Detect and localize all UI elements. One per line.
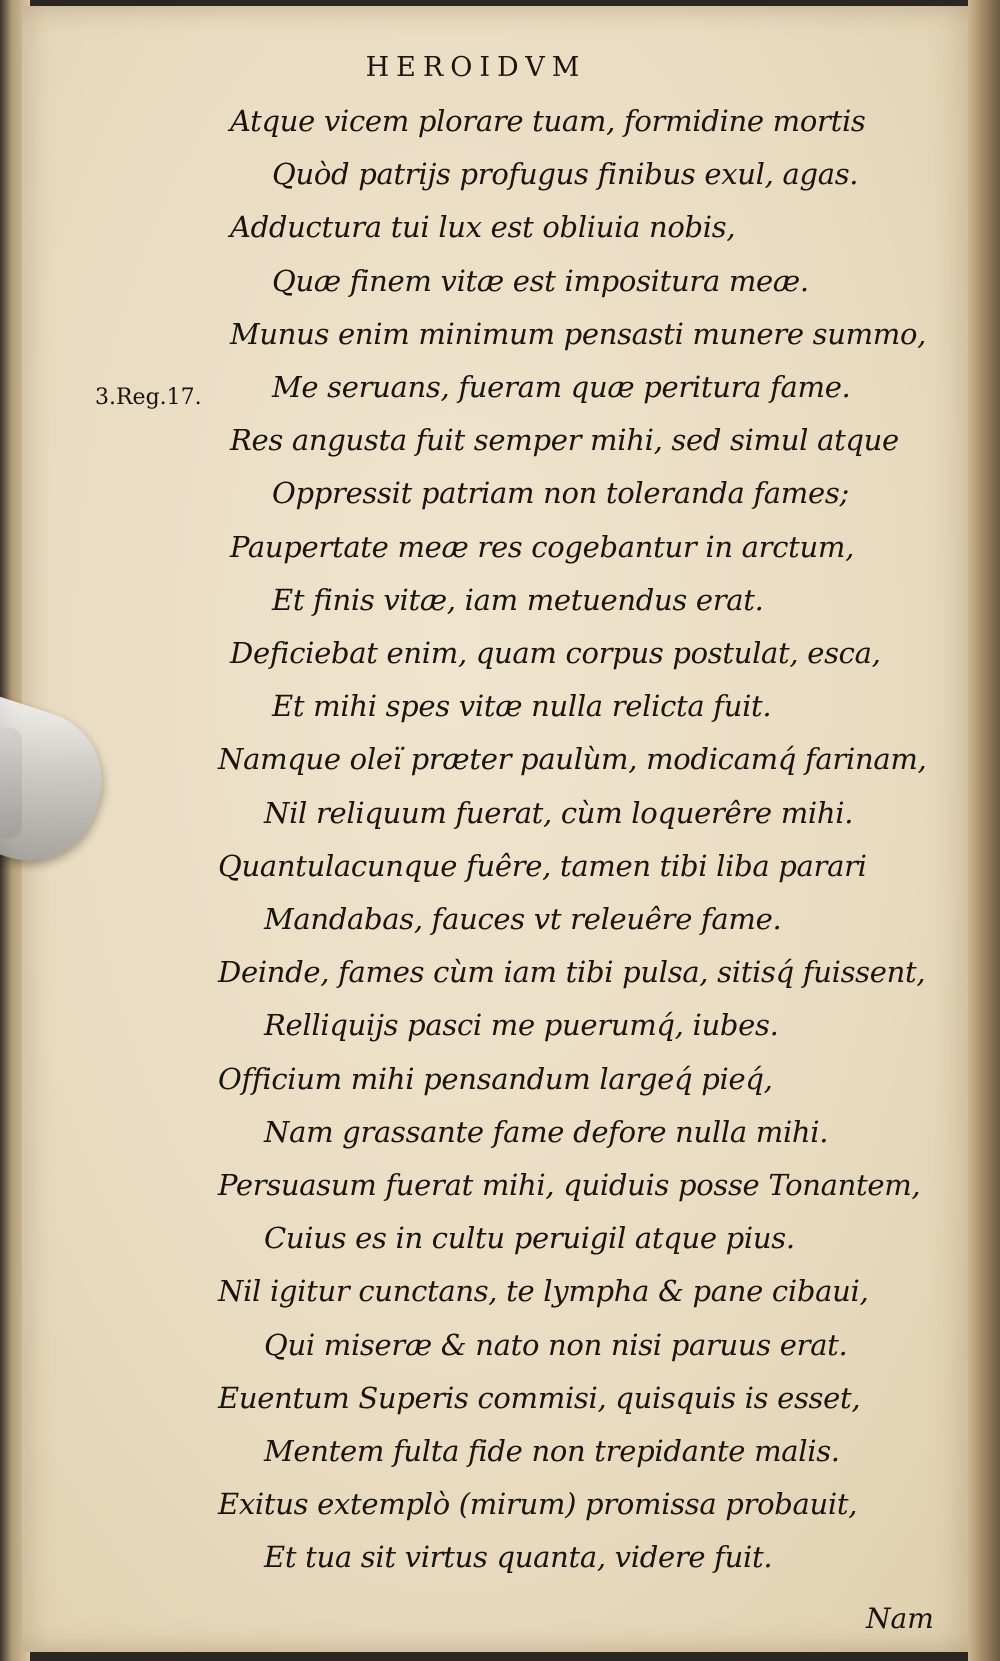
verse-line-pentameter: Nam grassante fame defore nulla mihi. (264, 1115, 829, 1149)
verse-line-pentameter: Quòd patrijs profugus finibus exul, agas. (272, 157, 859, 191)
margin-note: 3.Reg.17. (95, 385, 202, 410)
verse-line-pentameter: Nil reliquum fuerat, cùm loquerêre mihi. (264, 796, 854, 830)
verse-line-hexameter: Res angusta fuit semper mihi, sed simul atque (230, 423, 899, 457)
verse-line-pentameter: Et finis vitæ, iam metuendus erat. (272, 583, 764, 617)
book-fore-edge-right (968, 0, 1000, 1661)
verse-line-pentameter: Relliquijs pasci me puerumq́, iubes. (264, 1008, 779, 1042)
verse-line-hexameter: Quantulacunque fuêre, tamen tibi liba parari (218, 849, 867, 883)
running-head: HEROIDVM (365, 52, 587, 83)
verse-line-hexameter: Adductura tui lux est obliuia nobis, (230, 210, 736, 244)
verse-line-pentameter: Et mihi spes vitæ nulla relicta fuit. (272, 689, 772, 723)
verse-line-pentameter: Cuius es in cultu peruigil atque pius. (264, 1221, 795, 1255)
verse-line-pentameter: Oppressit patriam non toleranda fames; (272, 476, 849, 510)
verse-line-pentameter: Mandabas, fauces vt releuêre fame. (264, 902, 782, 936)
verse-line-pentameter: Qui miseræ & nato non nisi paruus erat. (264, 1328, 848, 1362)
verse-line-hexameter: Euentum Superis commisi, quisquis is esset, (218, 1381, 861, 1415)
verse-line-hexameter: Officium mihi pensandum largeq́ pieq́, (218, 1062, 773, 1096)
verse-line-hexameter: Deficiebat enim, quam corpus postulat, esca, (230, 636, 881, 670)
verse-line-pentameter: Quæ finem vitæ est impositura meæ. (272, 264, 809, 298)
verse-line-pentameter: Et tua sit virtus quanta, videre fuit. (264, 1540, 773, 1574)
verse-line-pentameter: Me seruans, fueram quæ peritura fame. (272, 370, 851, 404)
verse-line-hexameter: Namque oleï præter paulùm, modicamq́ farinam, (218, 742, 927, 776)
verse-line-hexameter: Atque vicem plorare tuam, formidine mortis (230, 104, 866, 138)
verse-line-hexameter: Persuasum fuerat mihi, quiduis posse Tonantem, (218, 1168, 921, 1202)
verse-line-hexameter: Nil igitur cunctans, te lympha & pane cibaui, (218, 1274, 869, 1308)
catchword: Nam (866, 1602, 934, 1635)
verse-line-pentameter: Mentem fulta fide non trepidante malis. (264, 1434, 840, 1468)
verse-line-hexameter: Deinde, fames cùm iam tibi pulsa, sitisq́ fuissent, (218, 955, 926, 989)
verse-line-hexameter: Paupertate meæ res cogebantur in arctum, (230, 530, 854, 564)
verse-line-hexameter: Exitus extemplò (mirum) promissa probauit, (218, 1487, 858, 1521)
verse-line-hexameter: Munus enim minimum pensasti munere summo, (230, 317, 927, 351)
